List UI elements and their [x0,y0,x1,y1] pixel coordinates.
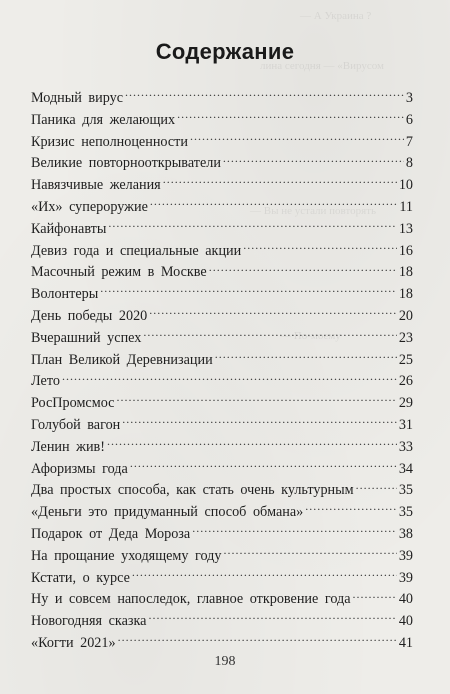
toc-entry-page: 38 [398,525,413,542]
toc-entry-page: 11 [399,198,413,215]
toc-entry[interactable] [31,241,413,263]
table-of-contents [31,88,413,655]
toc-entry-page: 41 [398,634,413,651]
toc-entry[interactable] [31,546,413,568]
bleed-through-text: — По-моему [280,330,341,342]
dot-leader [223,153,404,167]
toc-entry[interactable] [31,568,413,590]
toc-entry[interactable] [31,350,413,372]
toc-entry-title: Модный вирус [31,90,124,106]
dot-leader [209,262,397,276]
toc-entry-page: 18 [398,286,413,303]
bleed-through-text: — А Украина ? [300,10,372,22]
toc-entry-title: Кстати, о курсе [31,569,130,586]
toc-entry[interactable] [31,502,413,524]
bleed-through-text: лина сегодня — «Вирусом [260,60,384,72]
toc-entry[interactable] [31,328,413,350]
toc-entry-title: «Их» супероружие [31,198,148,215]
toc-entry-title: Новогодняя сказка [31,613,147,630]
toc-entry[interactable] [31,524,413,546]
toc-entry[interactable] [31,110,413,132]
toc-entry-title: Подарок от Деда Мороза [31,525,191,542]
toc-entry-title: Девиз года и специальные акции [31,242,242,259]
toc-entry[interactable] [31,132,413,154]
toc-entry-title: Вчерашний успех [31,329,142,346]
dot-leader [143,328,396,342]
toc-entry-page: 35 [398,482,413,499]
toc-entry-page: 20 [398,307,413,324]
toc-entry-title: «Когти 2021» [31,634,116,651]
dot-leader [224,546,397,560]
toc-entry-page: 34 [398,460,413,477]
dot-leader [118,633,397,647]
toc-entry-title: Афоризмы года [31,460,128,477]
toc-entry[interactable] [31,284,413,306]
toc-entry-page: 16 [398,242,413,259]
toc-entry-page: 40 [398,591,413,608]
toc-entry[interactable] [31,480,413,502]
toc-entry[interactable] [31,371,413,393]
toc-entry[interactable] [31,611,413,633]
dot-leader [107,437,397,451]
toc-entry-title: Паника для желающих [31,111,176,128]
toc-entry-page: 10 [398,177,413,194]
toc-entry[interactable] [31,589,413,611]
toc-entry-title: Кайфонавты [31,220,107,237]
dot-leader [148,611,396,625]
dot-leader [125,88,404,102]
toc-entry-page: 29 [398,395,413,412]
toc-entry[interactable] [31,306,413,328]
dot-leader [130,459,397,473]
toc-entry-title: Кризис неполноценности [31,133,188,150]
dot-leader [177,110,404,124]
toc-entry-page: 39 [398,547,413,564]
toc-entry-page: 13 [398,220,413,237]
toc-entry[interactable] [31,633,413,655]
toc-entry-page: 23 [398,329,413,346]
toc-entry-title: Лето [31,373,60,390]
toc-entry[interactable] [31,153,413,175]
toc-entry[interactable] [31,197,413,219]
toc-entry-page: 39 [398,569,413,586]
toc-entry-title: Великие повторнооткрыватели [31,155,221,172]
toc-entry-title: РосПромсмос [31,395,115,412]
dot-leader [190,132,404,146]
toc-entry-page: 18 [398,264,413,281]
toc-entry-page: 3 [405,90,413,106]
toc-entry-page: 25 [398,351,413,368]
dot-leader [132,568,397,582]
toc-entry-page: 40 [398,613,413,630]
toc-entry-page: 6 [405,111,413,128]
dot-leader [62,371,397,385]
toc-entry-page: 7 [405,133,413,150]
dot-leader [353,589,397,603]
dot-leader [243,241,397,255]
toc-entry-title: Ленин жив! [31,438,105,455]
dot-leader [163,175,397,189]
toc-entry-page: 31 [398,416,413,433]
toc-entry-title: Навязчивые желания [31,177,161,194]
toc-entry-page: 33 [398,438,413,455]
toc-entry-page: 26 [398,373,413,390]
toc-entry-title: «Деньги это придуманный способ обмана» [31,504,304,521]
toc-entry-title: Голубой вагон [31,416,121,433]
toc-entry-title: Два простых способа, как стать очень культурным [31,482,354,499]
bleed-through-text: — Вы не устали повторять [250,205,377,217]
toc-entry[interactable] [31,175,413,197]
toc-entry[interactable] [31,393,413,415]
dot-leader [100,284,397,298]
toc-entry[interactable] [31,459,413,481]
toc-entry[interactable] [31,219,413,241]
toc-entry-title: На прощание уходящему году [31,547,222,564]
toc-entry-title: День победы 2020 [31,307,148,324]
page-title: Содержание [155,38,295,64]
toc-entry-title: Волонтеры [31,286,99,303]
toc-entry[interactable] [31,437,413,459]
toc-entry[interactable] [31,262,413,284]
dot-leader [215,350,397,364]
toc-entry-title: План Великой Деревнизации [31,351,213,368]
toc-entry-page: 8 [405,155,413,172]
dot-leader [108,219,396,233]
toc-entry-title: Масочный режим в Москве [31,264,207,281]
dot-leader [305,502,397,516]
toc-entry[interactable] [31,88,413,110]
dot-leader [116,393,396,407]
dot-leader [149,306,397,320]
dot-leader [192,524,397,538]
toc-entry-page: 35 [398,504,413,521]
dot-leader [356,480,397,494]
dot-leader [122,415,397,429]
toc-entry[interactable] [31,415,413,437]
page-number: 198 [214,654,236,669]
toc-entry-title: Ну и совсем напоследок, главное откровение года [31,591,351,608]
dot-leader [150,197,397,211]
